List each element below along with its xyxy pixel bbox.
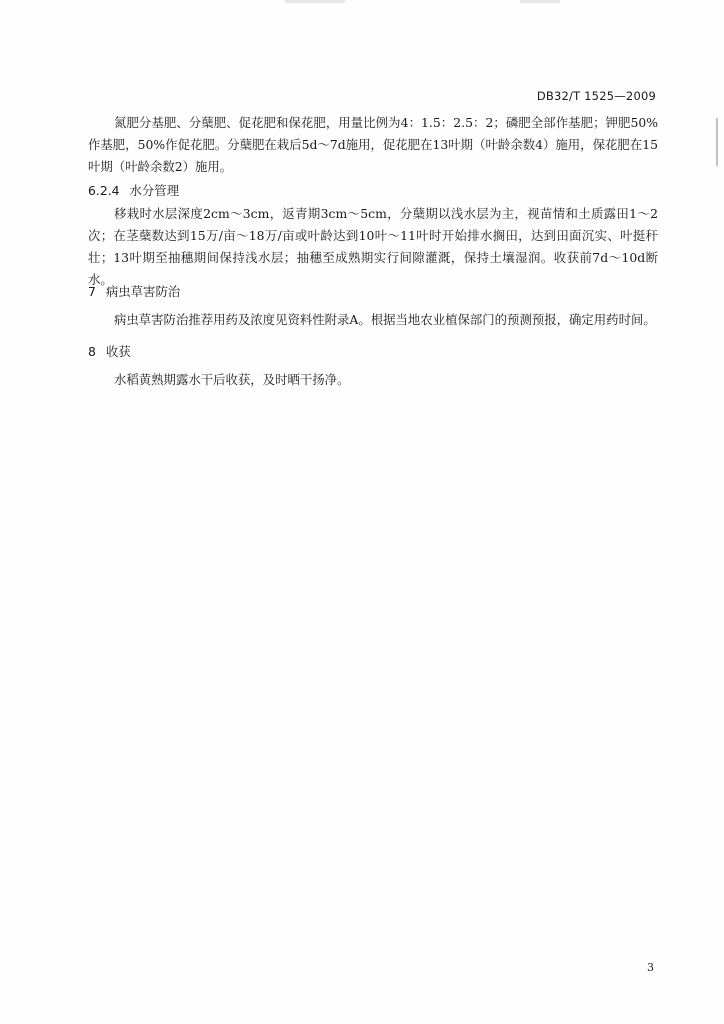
water-management-paragraph: 移栽时水层深度2cm～3cm，返青期3cm～5cm，分蘖期以浅水层为主，视苗情和土质露田1～2次；在茎蘖数达到15万/亩～18万/亩或叶龄达到10叶～11叶时开始排水搁田，达到田面沉实、叶挺秆壮；13叶期至抽穗期间保持浅水层；抽穗至成熟期实行间隙灌溉，保持土壤湿润。收获前7d～10d断水。 [88, 206, 658, 287]
fertilizer-paragraph: 氮肥分基肥、分蘖肥、促花肥和保花肥，用量比例为4：1.5：2.5：2；磷肥全部作基肥；钾肥50%作基肥，50%作促花肥。分蘖肥在栽后5d～7d施用，促花肥在13叶期（叶龄余数4）施用，保花肥在15叶期（叶龄余数2）施用。 [88, 115, 658, 174]
section-title: 收获 [105, 344, 131, 359]
section-heading-8 [88, 342, 131, 360]
standard-code: DB32/T 1525—2009 [536, 89, 656, 103]
section-number: 8 [88, 344, 96, 359]
section-heading-7 [88, 282, 180, 300]
pest-control-paragraph: 病虫草害防治推荐用药及浓度见资料性附录A。根据当地农业植保部门的预测预报，确定用药时间。 [114, 312, 656, 327]
scan-artifact [285, 0, 345, 3]
section-title: 病虫草害防治 [105, 284, 181, 299]
section-number: 6.2.4 [88, 183, 120, 198]
scan-artifact [520, 0, 560, 3]
scan-edge-mark [716, 118, 718, 166]
section-title: 水分管理 [129, 183, 180, 198]
section-heading-6-2-4 [88, 181, 179, 199]
harvest-paragraph: 水稻黄熟期露水干后收获，及时晒干扬净。 [114, 372, 350, 387]
page-number: 3 [647, 961, 654, 974]
section-number: 7 [88, 284, 96, 299]
